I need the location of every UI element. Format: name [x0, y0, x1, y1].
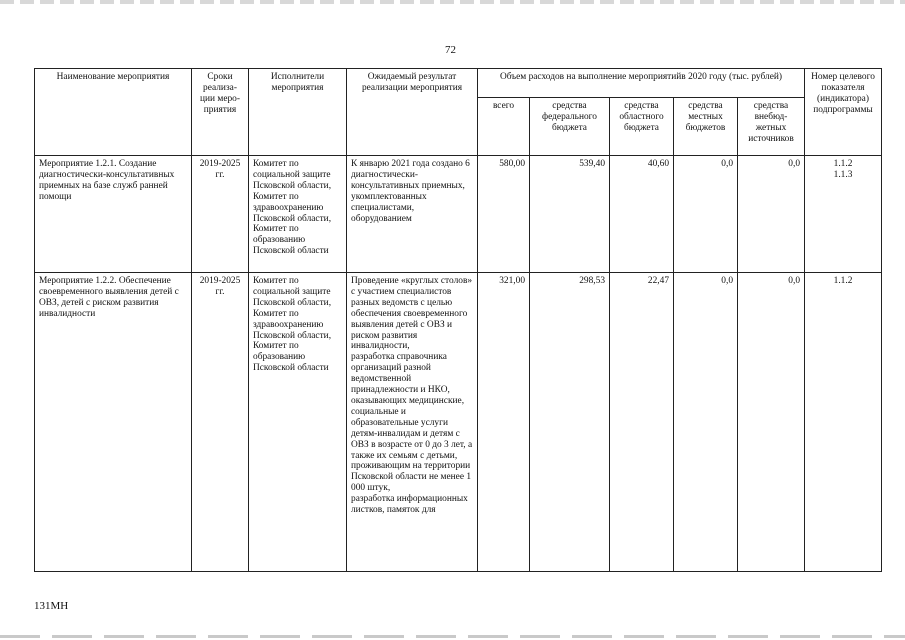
result-item: разработка информационных листков, памяток для — [351, 494, 468, 516]
cell-executors — [249, 156, 347, 273]
cell-regional: 40,60 — [610, 156, 674, 273]
cell-indicator — [805, 156, 882, 273]
cell-name: Мероприятие 1.2.1. Создание диагностически-консультативных приемных на базе служб ранней помощи — [35, 156, 192, 273]
cell-offbudget: 0,0 — [738, 273, 805, 572]
result-item: разработка справочника организаций разной ведомственной принадлежности и НКО, оказывающих медицинские, социальные и образовательные услуги детям-инвалидам и детям с ОВЗ в возрасте от 0 до 3 лет, а также их семьям с детьми, проживающим на территории Псковской области не менее 1 000 штук, — [351, 352, 473, 494]
col-header-period: Сроки реализа-ции меро-приятия — [192, 69, 249, 156]
cell-total: 321,00 — [478, 273, 530, 572]
cell-result — [347, 156, 478, 273]
indicator-item: 1.1.2 — [833, 276, 853, 286]
header-row-top — [35, 69, 882, 98]
col-header-name: Наименование мероприятия — [35, 69, 192, 156]
col-header-total: всего — [478, 98, 530, 156]
cell-federal: 539,40 — [530, 156, 610, 273]
document-code: 131МН — [34, 600, 69, 612]
indicator-item: 1.1.2 — [833, 159, 853, 169]
executor-item: Комитет по здравоохранению Псковской области, — [253, 191, 332, 224]
cell-federal: 298,53 — [530, 273, 610, 572]
cell-indicator — [805, 273, 882, 572]
col-header-executors: Исполнители мероприятия — [249, 69, 347, 156]
result-item: К январю 2021 года создано 6 диагностически-консультативных приемных, укомплектованных специалистами, оборудованием — [351, 159, 470, 224]
col-header-offbudget: средства внебюд-жетных источников — [738, 98, 805, 156]
table-row — [35, 156, 882, 273]
executor-item: Комитет по социальной защите Псковской области, — [253, 159, 332, 191]
scan-edge-bottom — [0, 635, 905, 638]
col-header-federal: средства федерального бюджета — [530, 98, 610, 156]
col-header-result: Ожидаемый результат реализации мероприятия — [347, 69, 478, 156]
col-header-expenses: Объем расходов на выполнение мероприятийв 2020 году (тыс. рублей) — [478, 69, 805, 98]
executor-item: Комитет по социальной защите Псковской области, — [253, 276, 332, 308]
col-header-regional: средства областного бюджета — [610, 98, 674, 156]
indicator-item: 1.1.3 — [833, 169, 853, 180]
result-item: Проведение «круглых столов» с участием специалистов разных ведомств с целью обеспечения своевременного выявления детей с ОВЗ и риском развития инвалидности, — [351, 276, 473, 352]
page-number: 72 — [445, 44, 456, 56]
executor-item: Комитет по образованию Псковской области — [253, 341, 329, 374]
cell-regional: 22,47 — [610, 273, 674, 572]
executor-item: Комитет по здравоохранению Псковской области, — [253, 308, 332, 341]
col-header-local: средства местных бюджетов — [674, 98, 738, 156]
cell-offbudget: 0,0 — [738, 156, 805, 273]
cell-total: 580,00 — [478, 156, 530, 273]
measures-table — [34, 68, 882, 572]
cell-executors — [249, 273, 347, 572]
col-header-indicator: Номер целевого показателя (индикатора) подпрограммы — [805, 69, 882, 156]
cell-period: 2019-2025 гг. — [192, 273, 249, 572]
cell-period: 2019-2025 гг. — [192, 156, 249, 273]
table-row — [35, 273, 882, 572]
scan-edge-top — [0, 0, 905, 4]
cell-local: 0,0 — [674, 273, 738, 572]
cell-local: 0,0 — [674, 156, 738, 273]
cell-result — [347, 273, 478, 572]
executor-item: Комитет по образованию Псковской области — [253, 224, 329, 257]
cell-name: Мероприятие 1.2.2. Обеспечение своевременного выявления детей с ОВЗ, детей с риском развития инвалидности — [35, 273, 192, 572]
